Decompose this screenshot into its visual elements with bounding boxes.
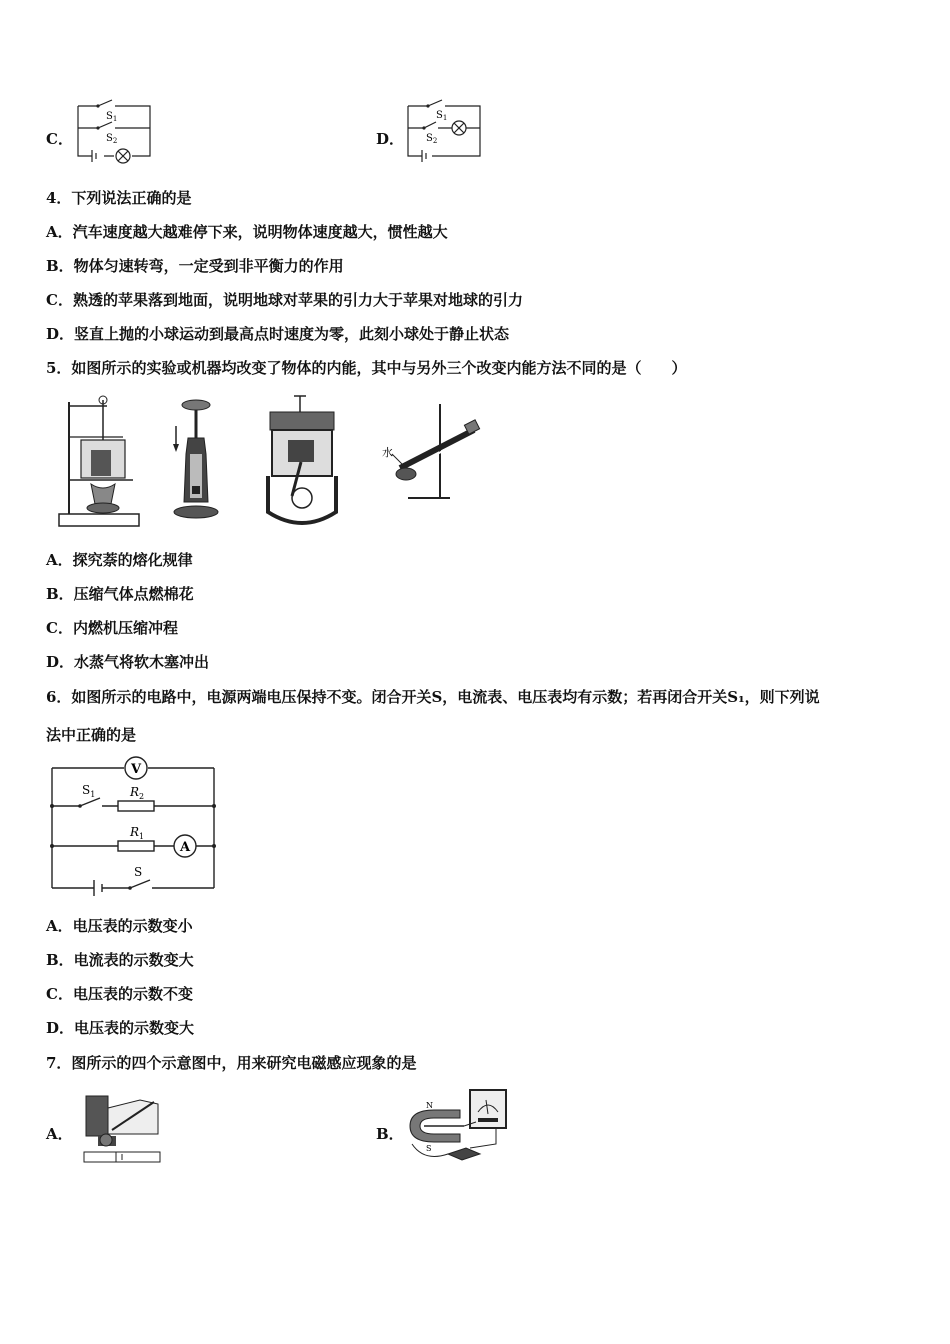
q5-option-c[interactable]: C．内燃机压缩冲程: [46, 619, 178, 637]
q3-option-d-label[interactable]: D．: [376, 130, 405, 148]
q5-figure-fire-syringe: [168, 396, 228, 526]
q6-s-label: S: [134, 865, 143, 879]
q7-option-b-label[interactable]: B．: [376, 1125, 404, 1143]
q5-stem: 5．如图所示的实验或机器均改变了物体的内能，其中与另外三个改变内能方法不同的是（ ）: [46, 359, 687, 377]
q6-r1-label: $R_1$: [130, 825, 145, 841]
q4-option-a[interactable]: A．汽车速度越大越难停下来，说明物体速度越大，惯性越大: [46, 223, 448, 241]
q3-circuit-c: [70, 98, 160, 160]
q5-figure-steam-cork: [378, 400, 488, 510]
q5-fig4-label: 水: [382, 446, 393, 459]
q3-circuit-d: [400, 98, 490, 160]
q3-c-s2-text: $S_2$: [106, 133, 118, 145]
q6-circuit: [46, 756, 221, 896]
q7-stem: 7．图所示的四个示意图中，用来研究电磁感应现象的是: [46, 1054, 417, 1072]
q6-stem-line2: 法中正确的是: [46, 726, 137, 744]
q6-option-a[interactable]: A．电压表的示数变小: [46, 917, 193, 935]
q6-option-b[interactable]: B．电流表的示数变大: [46, 951, 194, 969]
q4-option-d[interactable]: D．竖直上抛的小球运动到最高点时速度为零，此刻小球处于静止状态: [46, 325, 510, 343]
q3-d-s2-text: $S_2$: [426, 133, 438, 145]
q6-voltmeter-label: V: [131, 762, 142, 777]
q7-fig-b-s-label: S: [426, 1144, 432, 1153]
q7-fig-b-n-label: N: [426, 1101, 433, 1110]
q3-c-s1-text: $S_1$: [106, 111, 118, 123]
q5-option-b[interactable]: B．压缩气体点燃棉花: [46, 585, 194, 603]
q4-option-b[interactable]: B．物体匀速转弯，一定受到非平衡力的作用: [46, 257, 344, 275]
q6-r2-label: $R_2$: [130, 785, 145, 801]
q3-d-s1-text: $S_1$: [436, 110, 448, 122]
q7-figure-b-induction: [404, 1088, 514, 1166]
q5-figure-melting-setup: [55, 392, 145, 532]
q7-option-a-label[interactable]: A．: [46, 1125, 73, 1143]
q5-figure-engine: [262, 392, 342, 532]
q5-option-a[interactable]: A．探究萘的熔化规律: [46, 551, 193, 569]
q6-stem-line1: 6．如图所示的电路中，电源两端电压保持不变。闭合开关S，电流表、电压表均有示数；若再闭合开关S₁，则下列说: [46, 688, 820, 706]
q5-option-d[interactable]: D．水蒸气将软木塞冲出: [46, 653, 210, 671]
q6-s1-label: $S_1$: [82, 783, 96, 799]
q6-option-d[interactable]: D．电压表的示数变大: [46, 1019, 195, 1037]
q4-stem: 4．下列说法正确的是: [46, 189, 192, 207]
q6-ammeter-label: A: [180, 840, 191, 855]
q6-option-c[interactable]: C．电压表的示数不变: [46, 985, 193, 1003]
q3-option-c-label[interactable]: C．: [46, 130, 73, 148]
q7-figure-a-motor: [78, 1090, 168, 1166]
q4-option-c[interactable]: C．熟透的苹果落到地面，说明地球对苹果的引力大于苹果对地球的引力: [46, 291, 523, 309]
